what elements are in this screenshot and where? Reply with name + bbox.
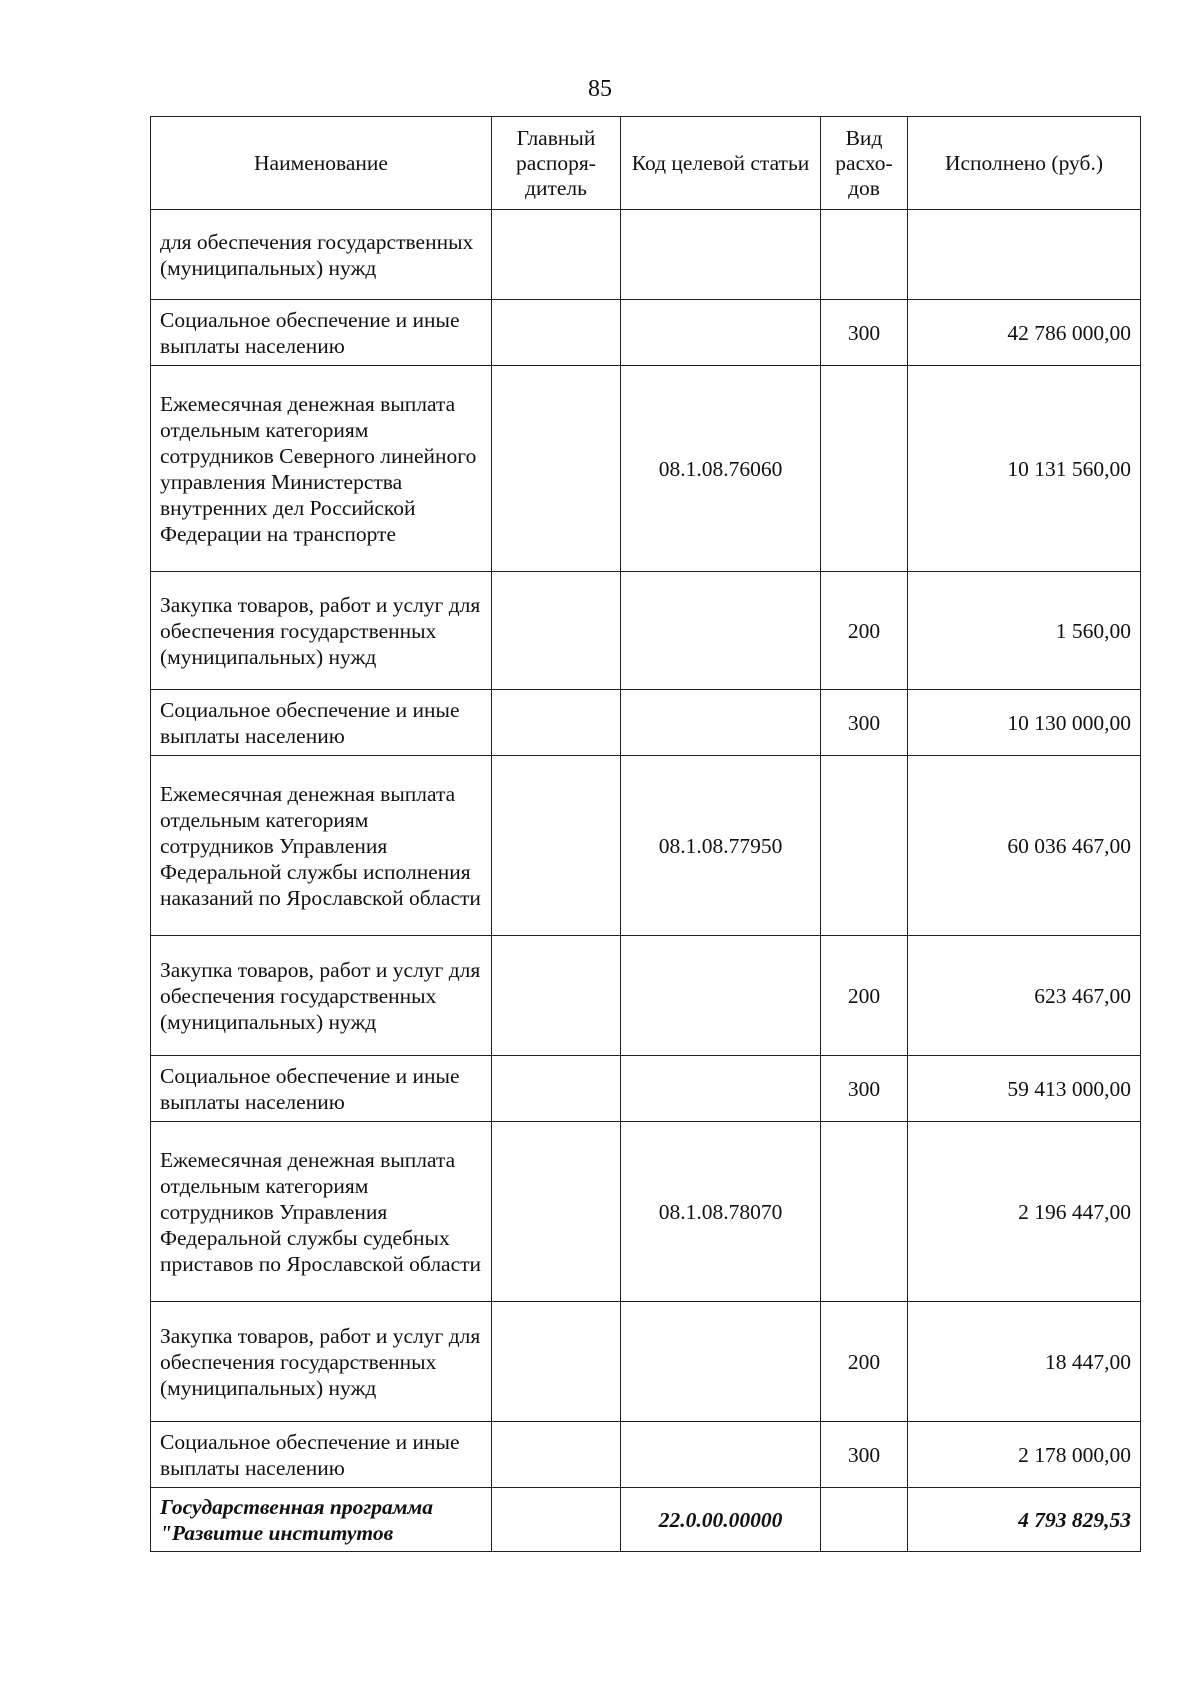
header-expense-type: Вид расхо-дов [821, 117, 908, 210]
cell-target-code [621, 572, 821, 690]
header-administrator: Главный распоря-дитель [492, 117, 621, 210]
cell-executed: 60 036 467,00 [908, 756, 1141, 936]
table-row [151, 210, 1141, 300]
cell-expense-type: 300 [821, 690, 908, 756]
cell-name: Социальное обеспечение и иные выплаты населению [151, 690, 492, 756]
cell-administrator [492, 1056, 621, 1122]
cell-name: Закупка товаров, работ и услуг для обеспечения государственных (муниципальных) нужд [151, 572, 492, 690]
cell-expense-type: 200 [821, 936, 908, 1056]
cell-name: для обеспечения государственных (муниципальных) нужд [151, 210, 492, 300]
cell-administrator [492, 572, 621, 690]
cell-expense-type [821, 366, 908, 572]
table-header-row [151, 117, 1141, 210]
cell-executed: 59 413 000,00 [908, 1056, 1141, 1122]
cell-target-code: 08.1.08.78070 [621, 1122, 821, 1302]
cell-expense-type: 300 [821, 300, 908, 366]
cell-expense-type [821, 1488, 908, 1552]
table-row [151, 936, 1141, 1056]
cell-target-code [621, 300, 821, 366]
cell-executed: 42 786 000,00 [908, 300, 1141, 366]
cell-target-code: 22.0.00.00000 [621, 1488, 821, 1552]
cell-executed: 2 178 000,00 [908, 1422, 1141, 1488]
table-row [151, 572, 1141, 690]
cell-expense-type [821, 756, 908, 936]
table-row [151, 300, 1141, 366]
cell-administrator [492, 936, 621, 1056]
cell-name: Закупка товаров, работ и услуг для обеспечения государственных (муниципальных) нужд [151, 936, 492, 1056]
table-row [151, 366, 1141, 572]
cell-expense-type: 200 [821, 572, 908, 690]
cell-administrator [492, 1488, 621, 1552]
table-row [151, 1302, 1141, 1422]
table-row [151, 1056, 1141, 1122]
cell-administrator [492, 1122, 621, 1302]
cell-target-code: 08.1.08.76060 [621, 366, 821, 572]
table-row [151, 1122, 1141, 1302]
cell-name: Ежемесячная денежная выплата отдельным категориям сотрудников Управления Федеральной службы исполнения наказаний по Ярославской области [151, 756, 492, 936]
cell-target-code [621, 1422, 821, 1488]
cell-name: Государственная программа "Развитие институтов [151, 1488, 492, 1552]
header-target-code: Код целевой статьи [621, 117, 821, 210]
header-executed: Исполнено (руб.) [908, 117, 1141, 210]
table-row [151, 1422, 1141, 1488]
cell-expense-type [821, 210, 908, 300]
cell-administrator [492, 1422, 621, 1488]
table-row-program [151, 1488, 1141, 1552]
cell-administrator [492, 300, 621, 366]
cell-administrator [492, 1302, 621, 1422]
cell-administrator [492, 690, 621, 756]
cell-executed: 10 131 560,00 [908, 366, 1141, 572]
cell-executed: 623 467,00 [908, 936, 1141, 1056]
cell-executed: 10 130 000,00 [908, 690, 1141, 756]
cell-administrator [492, 756, 621, 936]
cell-administrator [492, 210, 621, 300]
cell-name: Ежемесячная денежная выплата отдельным категориям сотрудников Управления Федеральной службы судебных приставов по Ярославской области [151, 1122, 492, 1302]
cell-target-code [621, 690, 821, 756]
cell-target-code [621, 936, 821, 1056]
cell-executed [908, 210, 1141, 300]
cell-administrator [492, 366, 621, 572]
page-number: 85 [588, 76, 612, 102]
header-name: Наименование [151, 117, 492, 210]
table-row [151, 756, 1141, 936]
cell-name: Социальное обеспечение и иные выплаты населению [151, 1056, 492, 1122]
cell-target-code [621, 1056, 821, 1122]
cell-target-code: 08.1.08.77950 [621, 756, 821, 936]
cell-expense-type: 300 [821, 1056, 908, 1122]
cell-executed: 18 447,00 [908, 1302, 1141, 1422]
cell-name: Социальное обеспечение и иные выплаты населению [151, 300, 492, 366]
cell-executed: 2 196 447,00 [908, 1122, 1141, 1302]
cell-name: Социальное обеспечение и иные выплаты населению [151, 1422, 492, 1488]
cell-expense-type: 300 [821, 1422, 908, 1488]
budget-execution-table [150, 116, 1141, 1552]
cell-name: Ежемесячная денежная выплата отдельным категориям сотрудников Северного линейного управления Министерства внутренних дел Российской Федерации на транспорте [151, 366, 492, 572]
cell-executed: 4 793 829,53 [908, 1488, 1141, 1552]
cell-target-code [621, 1302, 821, 1422]
cell-executed: 1 560,00 [908, 572, 1141, 690]
cell-target-code [621, 210, 821, 300]
table-row [151, 690, 1141, 756]
cell-expense-type [821, 1122, 908, 1302]
cell-name: Закупка товаров, работ и услуг для обеспечения государственных (муниципальных) нужд [151, 1302, 492, 1422]
cell-expense-type: 200 [821, 1302, 908, 1422]
